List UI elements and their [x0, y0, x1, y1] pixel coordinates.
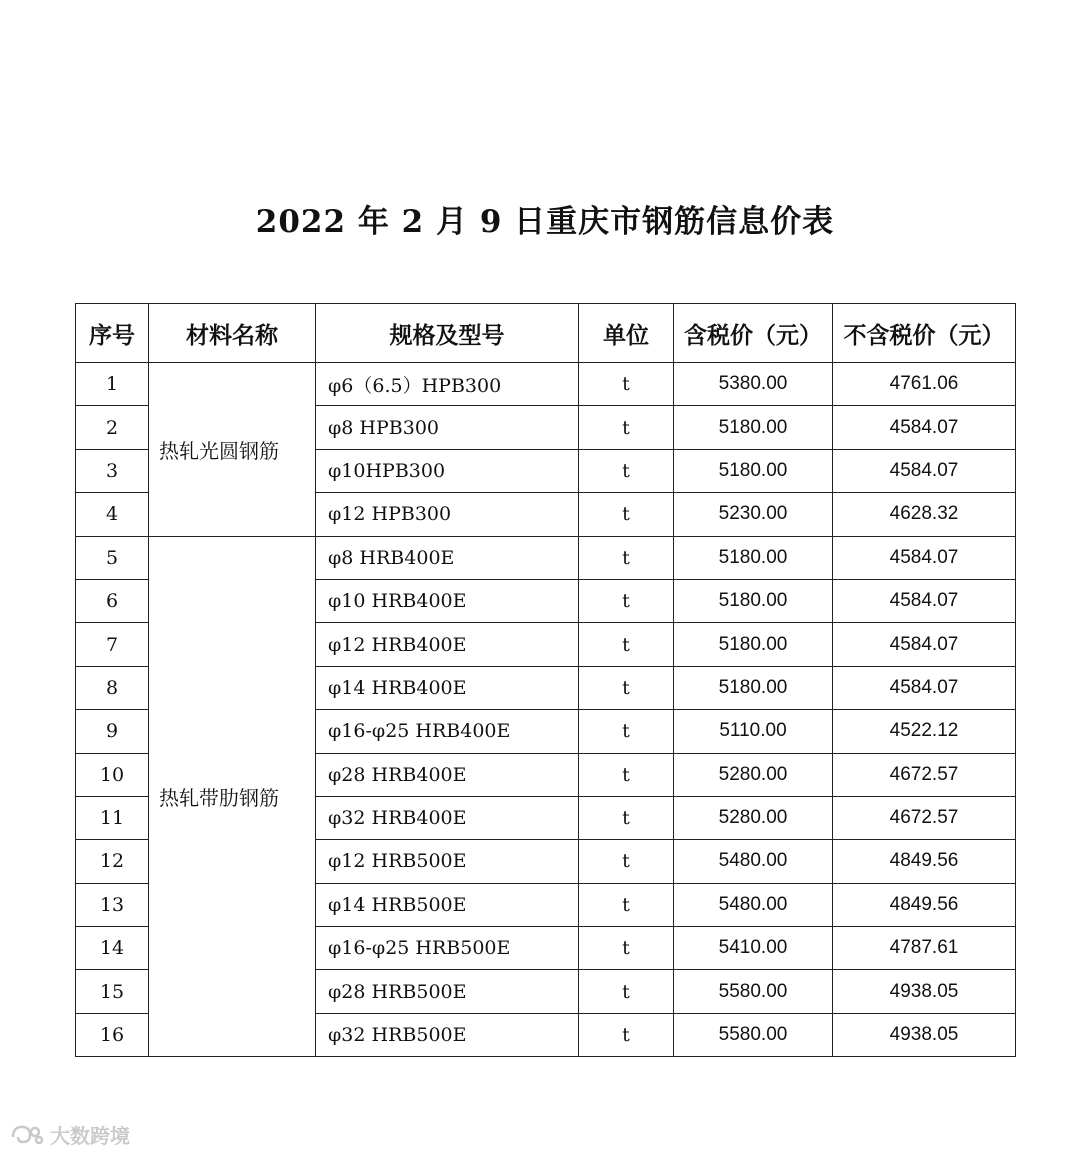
- cell-unit: t: [579, 1013, 674, 1056]
- cell-seq: 12: [76, 840, 149, 883]
- page-title: 2022 年 2 月 9 日重庆市钢筋信息价表: [255, 204, 835, 240]
- cell-spec: φ32 HRB500E: [316, 1013, 579, 1056]
- table-row: [76, 363, 1016, 406]
- cell-seq: 7: [76, 623, 149, 666]
- cell-seq: 14: [76, 927, 149, 970]
- cell-spec: φ12 HRB400E: [316, 623, 579, 666]
- cell-price-tax: 5410.00: [674, 927, 833, 970]
- cell-unit: t: [579, 753, 674, 796]
- cell-spec: φ28 HRB400E: [316, 753, 579, 796]
- cell-price-tax: 5230.00: [674, 493, 833, 536]
- cell-unit: t: [579, 883, 674, 926]
- cell-spec: φ16-φ25 HRB500E: [316, 927, 579, 970]
- cell-seq: 1: [76, 363, 149, 406]
- cell-price-tax: 5180.00: [674, 536, 833, 579]
- cell-spec: φ12 HRB500E: [316, 840, 579, 883]
- cell-price-tax: 5180.00: [674, 406, 833, 449]
- cell-material: 热轧带肋钢筋: [149, 536, 316, 1057]
- cell-unit: t: [579, 493, 674, 536]
- cell-price-notax: 4584.07: [833, 623, 1016, 666]
- cell-spec: φ28 HRB500E: [316, 970, 579, 1013]
- cell-seq: 8: [76, 666, 149, 709]
- cell-price-notax: 4849.56: [833, 883, 1016, 926]
- cell-unit: t: [579, 970, 674, 1013]
- cell-material: 热轧光圆钢筋: [149, 363, 316, 537]
- cell-seq: 16: [76, 1013, 149, 1056]
- watermark-text: 大数跨境: [50, 1124, 130, 1148]
- cell-spec: φ10 HRB400E: [316, 579, 579, 622]
- cell-seq: 4: [76, 493, 149, 536]
- cell-unit: t: [579, 449, 674, 492]
- cell-seq: 11: [76, 796, 149, 839]
- cell-price-notax: 4584.07: [833, 666, 1016, 709]
- cell-unit: t: [579, 363, 674, 406]
- cell-unit: t: [579, 579, 674, 622]
- header-material: 材料名称: [149, 304, 316, 363]
- cell-price-tax: 5280.00: [674, 796, 833, 839]
- cell-price-tax: 5480.00: [674, 840, 833, 883]
- cell-price-tax: 5280.00: [674, 753, 833, 796]
- table-header-row: [76, 304, 1016, 363]
- cell-unit: t: [579, 666, 674, 709]
- cell-unit: t: [579, 840, 674, 883]
- cell-unit: t: [579, 927, 674, 970]
- header-unit: 单位: [579, 304, 674, 363]
- cell-unit: t: [579, 623, 674, 666]
- cell-price-notax: 4672.57: [833, 796, 1016, 839]
- cell-seq: 3: [76, 449, 149, 492]
- cell-price-notax: 4584.07: [833, 536, 1016, 579]
- brand-logo-icon: [10, 1123, 44, 1147]
- cell-price-tax: 5180.00: [674, 623, 833, 666]
- cell-seq: 13: [76, 883, 149, 926]
- cell-seq: 9: [76, 710, 149, 753]
- watermark: [10, 1120, 130, 1149]
- cell-spec: φ16-φ25 HRB400E: [316, 710, 579, 753]
- cell-price-notax: 4584.07: [833, 579, 1016, 622]
- cell-seq: 15: [76, 970, 149, 1013]
- cell-price-tax: 5180.00: [674, 449, 833, 492]
- cell-price-tax: 5180.00: [674, 666, 833, 709]
- cell-price-tax: 5180.00: [674, 579, 833, 622]
- cell-spec: φ6（6.5）HPB300: [316, 363, 579, 406]
- cell-price-notax: 4522.12: [833, 710, 1016, 753]
- cell-price-notax: 4787.61: [833, 927, 1016, 970]
- cell-spec: φ14 HRB400E: [316, 666, 579, 709]
- cell-spec: φ8 HPB300: [316, 406, 579, 449]
- cell-price-tax: 5380.00: [674, 363, 833, 406]
- cell-spec: φ12 HPB300: [316, 493, 579, 536]
- cell-seq: 10: [76, 753, 149, 796]
- cell-spec: φ14 HRB500E: [316, 883, 579, 926]
- cell-unit: t: [579, 536, 674, 579]
- header-seq: 序号: [76, 304, 149, 363]
- price-table: [75, 303, 1016, 1057]
- cell-price-notax: 4584.07: [833, 449, 1016, 492]
- cell-price-notax: 4584.07: [833, 406, 1016, 449]
- header-spec: 规格及型号: [316, 304, 579, 363]
- cell-price-notax: 4628.32: [833, 493, 1016, 536]
- cell-spec: φ10HPB300: [316, 449, 579, 492]
- cell-seq: 2: [76, 406, 149, 449]
- cell-price-tax: 5110.00: [674, 710, 833, 753]
- cell-unit: t: [579, 796, 674, 839]
- header-price-tax: 含税价（元）: [674, 304, 833, 363]
- cell-spec: φ8 HRB400E: [316, 536, 579, 579]
- cell-price-notax: 4938.05: [833, 970, 1016, 1013]
- header-price-notax: 不含税价（元）: [833, 304, 1016, 363]
- cell-price-notax: 4849.56: [833, 840, 1016, 883]
- cell-spec: φ32 HRB400E: [316, 796, 579, 839]
- cell-unit: t: [579, 710, 674, 753]
- cell-price-tax: 5580.00: [674, 970, 833, 1013]
- cell-price-notax: 4672.57: [833, 753, 1016, 796]
- table-row: [76, 536, 1016, 579]
- cell-seq: 6: [76, 579, 149, 622]
- cell-price-tax: 5480.00: [674, 883, 833, 926]
- cell-unit: t: [579, 406, 674, 449]
- cell-seq: 5: [76, 536, 149, 579]
- cell-price-tax: 5580.00: [674, 1013, 833, 1056]
- cell-price-notax: 4761.06: [833, 363, 1016, 406]
- cell-price-notax: 4938.05: [833, 1013, 1016, 1056]
